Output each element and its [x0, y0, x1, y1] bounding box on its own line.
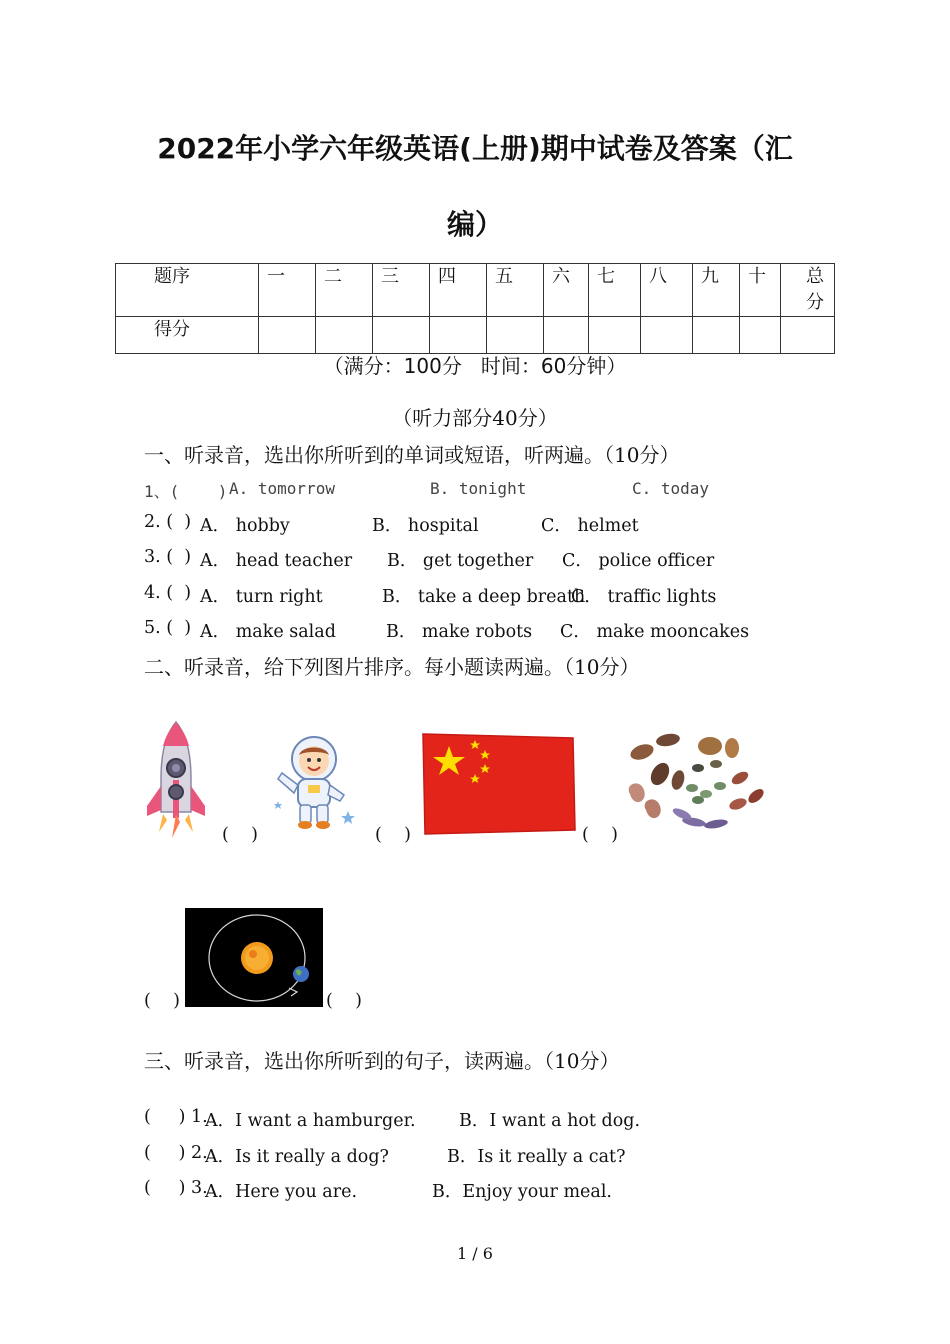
answer-blank-5[interactable]: ( )	[326, 991, 362, 1011]
table-cell-order: 题序	[116, 264, 259, 317]
table-cell-score-label: 得分	[116, 317, 259, 354]
section3-heading: 三、听录音，选出你所听到的句子，读两遍。（10分）	[144, 1049, 620, 1073]
q4-option-b: B． take a deep breath	[382, 587, 586, 607]
table-cell-10: 十	[740, 264, 781, 317]
table-cell-empty[interactable]	[259, 317, 316, 354]
table-cell-empty[interactable]	[487, 317, 544, 354]
s3-q1-option-b: B．I want a hot dog.	[459, 1111, 641, 1131]
table-cell-empty[interactable]	[544, 317, 589, 354]
table-cell-total: 总分	[781, 264, 835, 317]
q1-number: 1、( )	[144, 482, 228, 501]
table-cell-9: 九	[693, 264, 740, 317]
section2-heading: 二、听录音，给下列图片排序。每小题读两遍。（10分）	[144, 655, 640, 679]
q5-option-c: C． make mooncakes	[560, 622, 750, 642]
s3-q1-option-a: A．I want a hamburger.	[205, 1111, 416, 1131]
q2-option-a: A． hobby	[200, 516, 290, 536]
exam-info: （满分：100分 时间：60分钟）	[323, 354, 627, 378]
table-cell-8: 八	[641, 264, 693, 317]
table-cell-empty[interactable]	[740, 317, 781, 354]
s3-q2-option-b: B．Is it really a cat?	[447, 1147, 626, 1167]
table-cell-empty[interactable]	[781, 317, 835, 354]
table-cell-6: 六	[544, 264, 589, 317]
q1-option-c: C. today	[632, 479, 710, 498]
s3-q2-number: ( ) 2.	[144, 1143, 208, 1163]
score-table	[115, 263, 835, 354]
table-cell-empty[interactable]	[589, 317, 641, 354]
s3-q3-option-a: A．Here you are.	[205, 1182, 358, 1202]
q4-option-a: A． turn right	[200, 587, 323, 607]
table-cell-1: 一	[259, 264, 316, 317]
answer-blank-2[interactable]: ( )	[375, 825, 411, 845]
q3-option-c: C． police officer	[562, 551, 715, 571]
table-cell-4: 四	[430, 264, 487, 317]
answer-blank-3[interactable]: ( )	[582, 825, 618, 845]
page-title-line1: 2022年小学六年级英语(上册)期中试卷及答案（汇	[157, 132, 793, 165]
s3-q3-option-b: B．Enjoy your meal.	[432, 1182, 612, 1202]
section1-heading: 一、听录音，选出你所听到的单词或短语，听两遍。（10分）	[144, 443, 680, 467]
seeds-image	[620, 730, 770, 838]
q2-option-b: B． hospital	[372, 516, 479, 536]
s3-q1-number: ( ) 1.	[144, 1107, 208, 1127]
table-cell-empty[interactable]	[430, 317, 487, 354]
chinese-flag-image	[419, 732, 577, 836]
score-table-score-row	[116, 317, 835, 354]
solar-orbit-image	[185, 908, 323, 1007]
table-cell-empty[interactable]	[316, 317, 373, 354]
listening-part-label: （听力部分40分）	[392, 406, 558, 430]
answer-blank-1[interactable]: ( )	[222, 825, 258, 845]
q5-number: 5. ( )	[144, 618, 192, 638]
q4-option-c: C． traffic lights	[571, 587, 717, 607]
q4-number: 4. ( )	[144, 583, 192, 603]
answer-blank-4[interactable]: ( )	[144, 991, 180, 1011]
q5-option-a: A． make salad	[200, 622, 336, 642]
page-number: 1 / 6	[457, 1244, 493, 1263]
q3-option-b: B． get together	[387, 551, 534, 571]
table-cell-3: 三	[373, 264, 430, 317]
table-cell-empty[interactable]	[641, 317, 693, 354]
table-cell-2: 二	[316, 264, 373, 317]
q2-number: 2. ( )	[144, 512, 192, 532]
q2-option-c: C． helmet	[541, 516, 639, 536]
table-cell-7: 七	[589, 264, 641, 317]
q1-option-a: A. tomorrow	[229, 479, 335, 498]
q3-number: 3. ( )	[144, 547, 192, 567]
table-cell-empty[interactable]	[693, 317, 740, 354]
q1-option-b: B. tonight	[430, 479, 527, 498]
q3-option-a: A． head teacher	[200, 551, 353, 571]
astronaut-image	[270, 733, 356, 831]
rocket-image	[143, 720, 209, 838]
page-title-line2: 编）	[446, 208, 503, 241]
score-table-header-row	[116, 264, 835, 317]
s3-q2-option-a: A．Is it really a dog?	[205, 1147, 389, 1167]
table-cell-5: 五	[487, 264, 544, 317]
q5-option-b: B． make robots	[386, 622, 533, 642]
table-cell-empty[interactable]	[373, 317, 430, 354]
s3-q3-number: ( ) 3.	[144, 1178, 208, 1198]
